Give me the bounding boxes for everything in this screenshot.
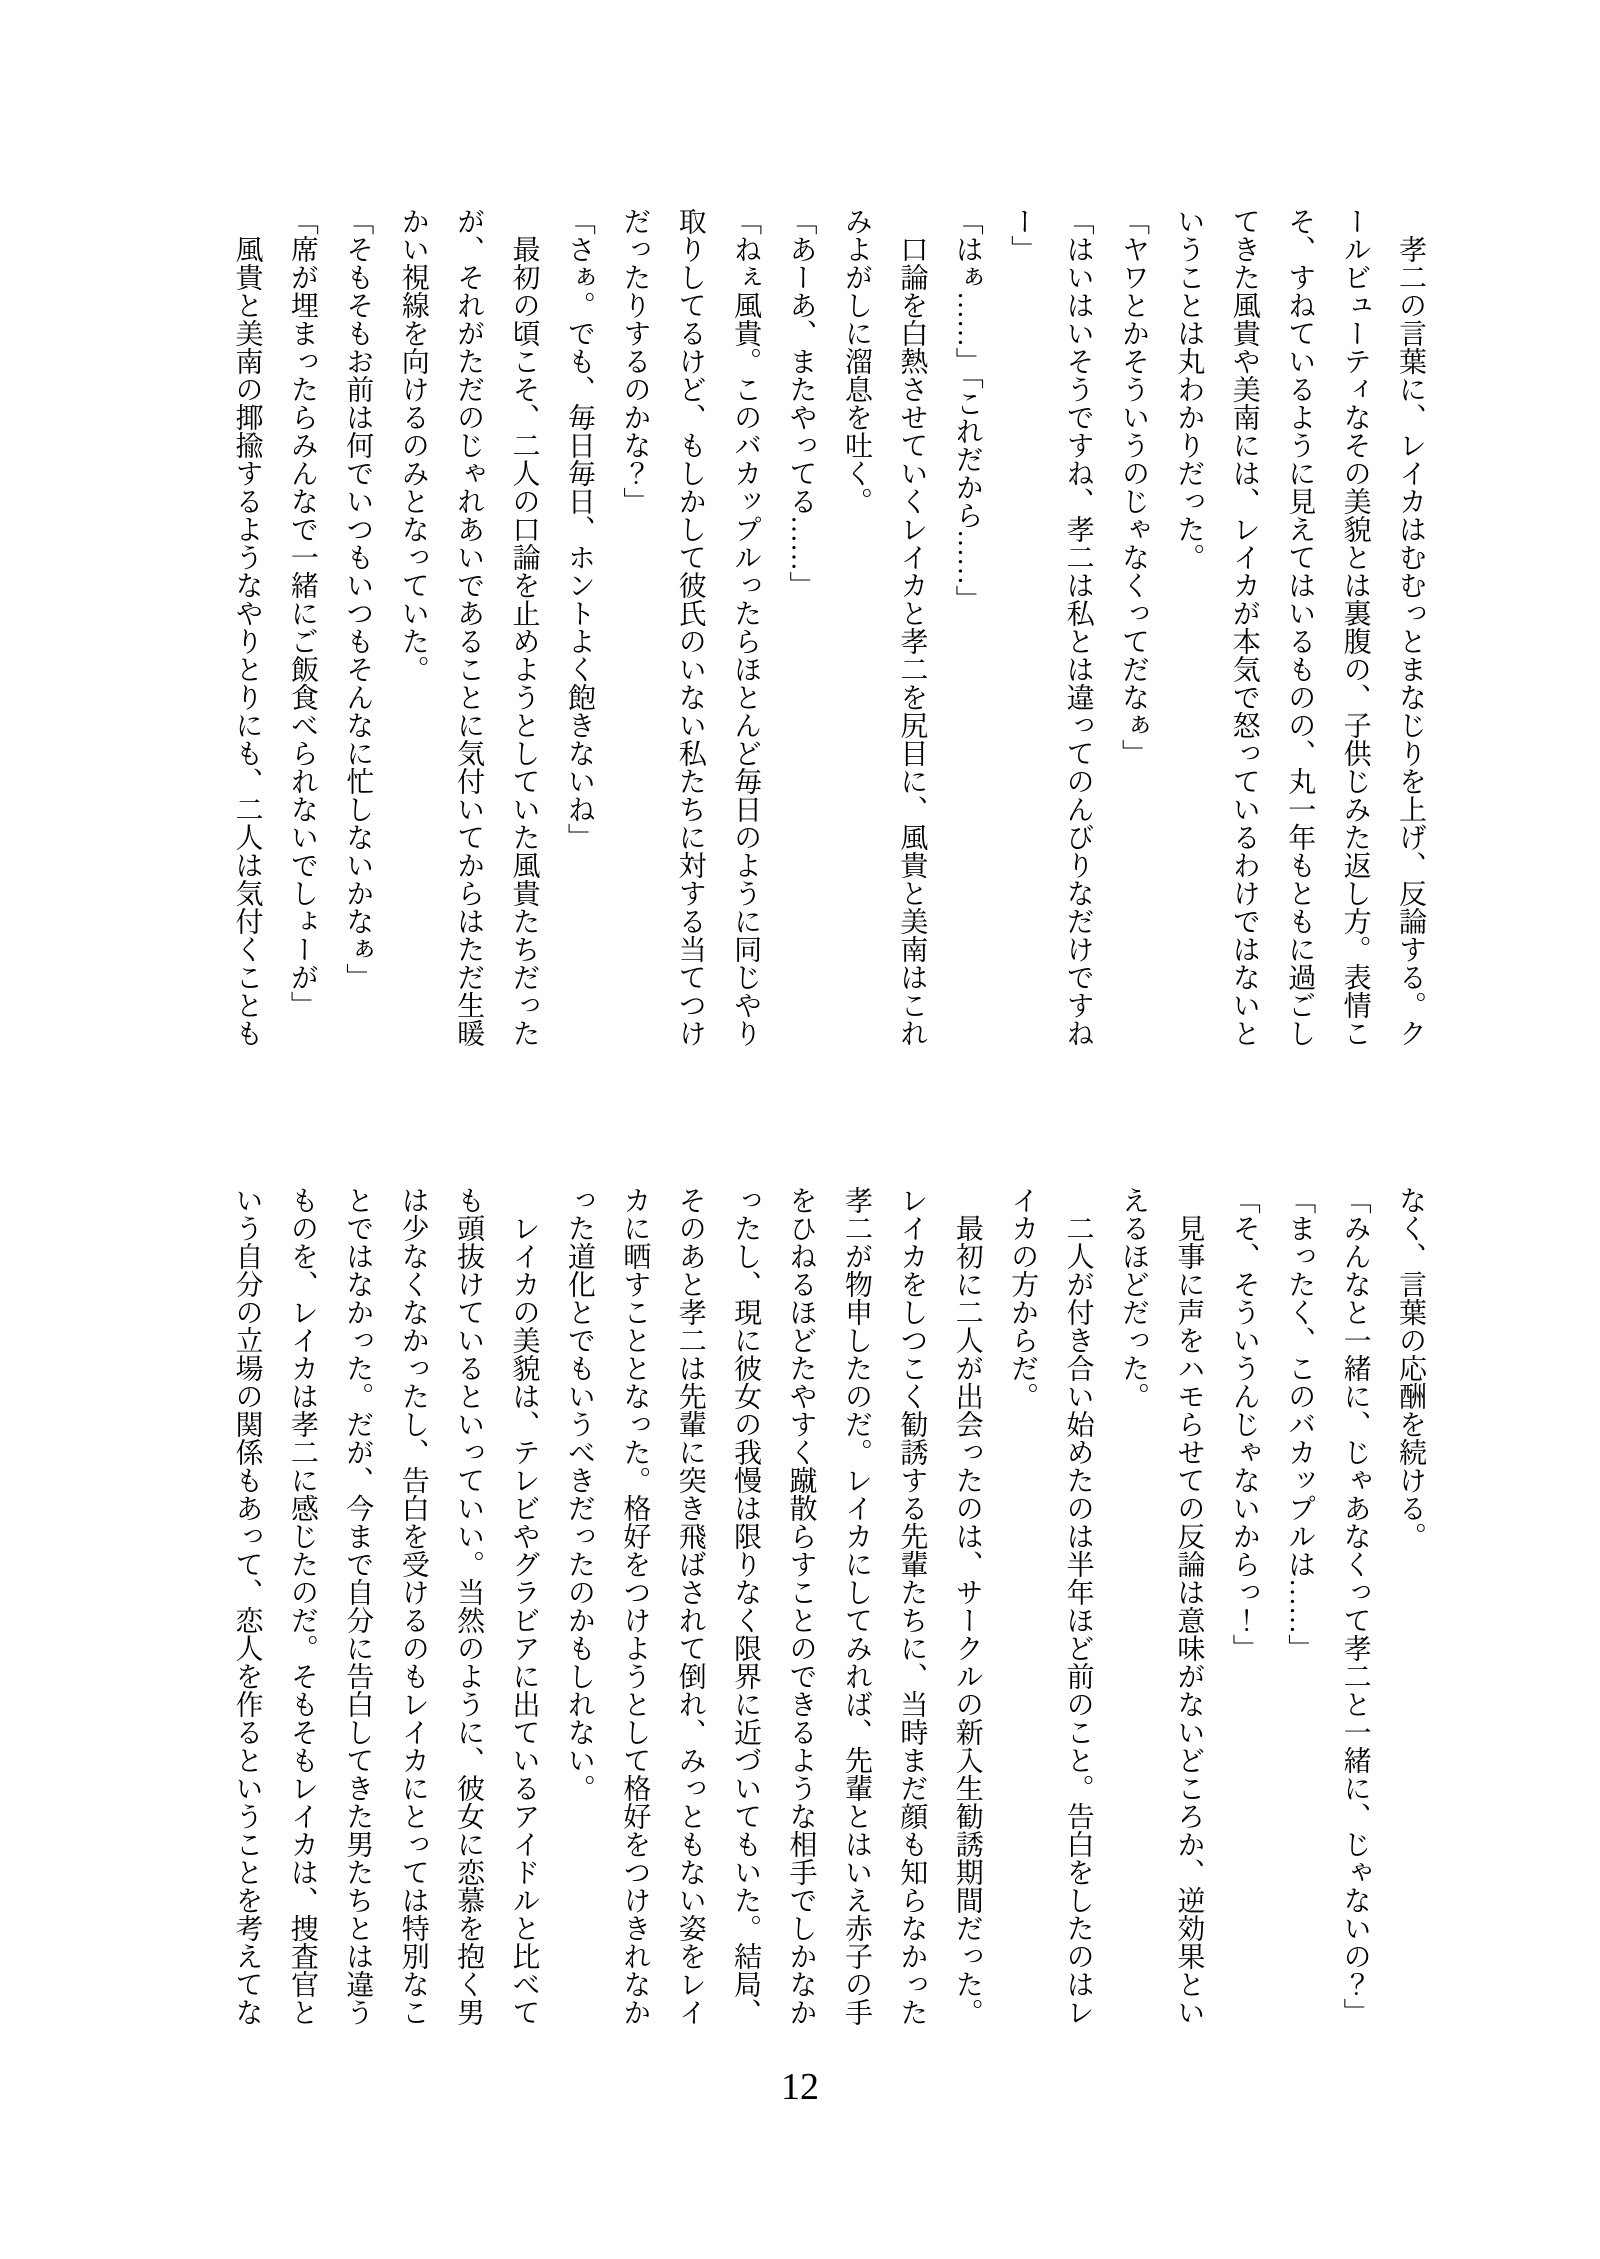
text-column: 「そ、そういうんじゃないからっ！」 <box>1228 1186 1260 1662</box>
bottom-text-block <box>219 1186 1438 2026</box>
text-column: えるほどだった。 <box>1117 1186 1149 1410</box>
text-column: 「さぁ。でも、毎日毎日、ホントよく飽きないね」 <box>563 207 595 851</box>
text-column: なく、言葉の応酬を続ける。 <box>1395 1186 1426 1550</box>
text-column: った道化とでもいうべきだったのかもしれない。 <box>563 1186 595 1802</box>
text-column: 「ねぇ風貴。このバカップルったらほとんど毎日のように同じやり <box>730 207 762 1047</box>
text-column: てきた風貴や美南には、レイカが本気で怒っているわけではないと <box>1228 207 1260 1047</box>
text-column: をひねるほどたやすく蹴散らすことのできるような相手でしかなか <box>785 1186 817 2026</box>
text-column: みよがしに溜息を吐く。 <box>840 207 872 515</box>
text-column: カに晒すこととなった。格好をつけようとして格好をつけきれなか <box>619 1186 651 2026</box>
text-column: そ、すねているように見えてはいるものの、丸一年もともに過ごし <box>1284 207 1316 1047</box>
text-column: 見事に声をハモらせての反論は意味がないどころか、逆効果とい <box>1173 1186 1205 2026</box>
text-column: 風貴と美南の揶揄するようなやりとりにも、二人は気付くことも <box>231 207 263 1047</box>
page-number: 12 <box>781 2066 819 2108</box>
text-column: は少なくなかったし、告白を受けるのもレイカにとっては特別なこ <box>397 1186 429 2026</box>
text-column: 取りしてるけど、もしかして彼氏のいない私たちに対する当てつけ <box>674 207 706 1047</box>
text-column: も頭抜けているといっていい。当然のように、彼女に恋慕を抱く男 <box>453 1186 485 2026</box>
text-column: かい視線を向けるのみとなっていた。 <box>397 207 429 683</box>
text-column: そのあと孝二は先輩に突き飛ばされて倒れ、みっともない姿をレイ <box>674 1186 706 2026</box>
text-column: 「まったく、このバカップルは……」 <box>1284 1186 1316 1662</box>
top-text-block <box>219 207 1438 1047</box>
text-column: いうことは丸わかりだった。 <box>1173 207 1205 571</box>
text-column: 「そもそもお前は何でいつもいつもそんなに忙しないかなぁ」 <box>342 207 374 991</box>
text-column: 孝二の言葉に、レイカはむむっとまなじりを上げ、反論する。ク <box>1395 207 1426 1047</box>
text-column: 「みんなと一緒に、じゃあなくって孝二と一緒に、じゃないの？」 <box>1339 1186 1371 2026</box>
text-column: レイカの美貌は、テレビやグラビアに出ているアイドルと比べて <box>508 1186 540 2026</box>
text-column: 孝二が物申したのだ。レイカにしてみれば、先輩とはいえ赤子の手 <box>840 1186 872 2026</box>
text-column: イカの方からだ。 <box>1007 1186 1039 1410</box>
text-column: ったし、現に彼女の我慢は限りなく限界に近づいてもいた。結局、 <box>730 1186 762 2026</box>
text-column: ものを、レイカは孝二に感じたのだ。そもそもレイカは、捜査官と <box>286 1186 318 2026</box>
text-column: ー」 <box>1007 207 1039 263</box>
text-column: 最初の頃こそ、二人の口論を止めようとしていた風貴たちだった <box>508 207 540 1047</box>
text-column: だったりするのかな？」 <box>619 207 651 515</box>
text-column: とではなかった。だが、今まで自分に告白してきた男たちとは違う <box>342 1186 374 2026</box>
text-column: 最初に二人が出会ったのは、サークルの新入生勧誘期間だった。 <box>951 1186 983 2026</box>
text-column: レイカをしつこく勧誘する先輩たちに、当時まだ顔も知らなかった <box>896 1186 928 2026</box>
text-column: 口論を白熱させていくレイカと孝二を尻目に、風貴と美南はこれ <box>896 207 928 1047</box>
text-column: が、それがただのじゃれあいであることに気付いてからはただ生暖 <box>453 207 485 1047</box>
text-column: 「席が埋まったらみんなで一緒にご飯食べられないでしょーが」 <box>286 207 318 1019</box>
text-column: 「あーあ、またやってる……」 <box>785 207 817 599</box>
text-column: 「はぁ……」「これだから……」 <box>951 207 983 613</box>
text-column: いう自分の立場の関係もあって、恋人を作るということを考えてな <box>231 1186 263 2026</box>
text-column: 「ヤワとかそういうのじゃなくってだなぁ」 <box>1117 207 1149 767</box>
text-column: 「はいはいそうですね、孝二は私とは違ってのんびりなだけですね <box>1062 207 1094 1047</box>
text-column: ールビューティなその美貌とは裏腹の、子供じみた返し方。表情こ <box>1339 207 1371 1047</box>
text-column: 二人が付き合い始めたのは半年ほど前のこと。告白をしたのはレ <box>1062 1186 1094 2026</box>
